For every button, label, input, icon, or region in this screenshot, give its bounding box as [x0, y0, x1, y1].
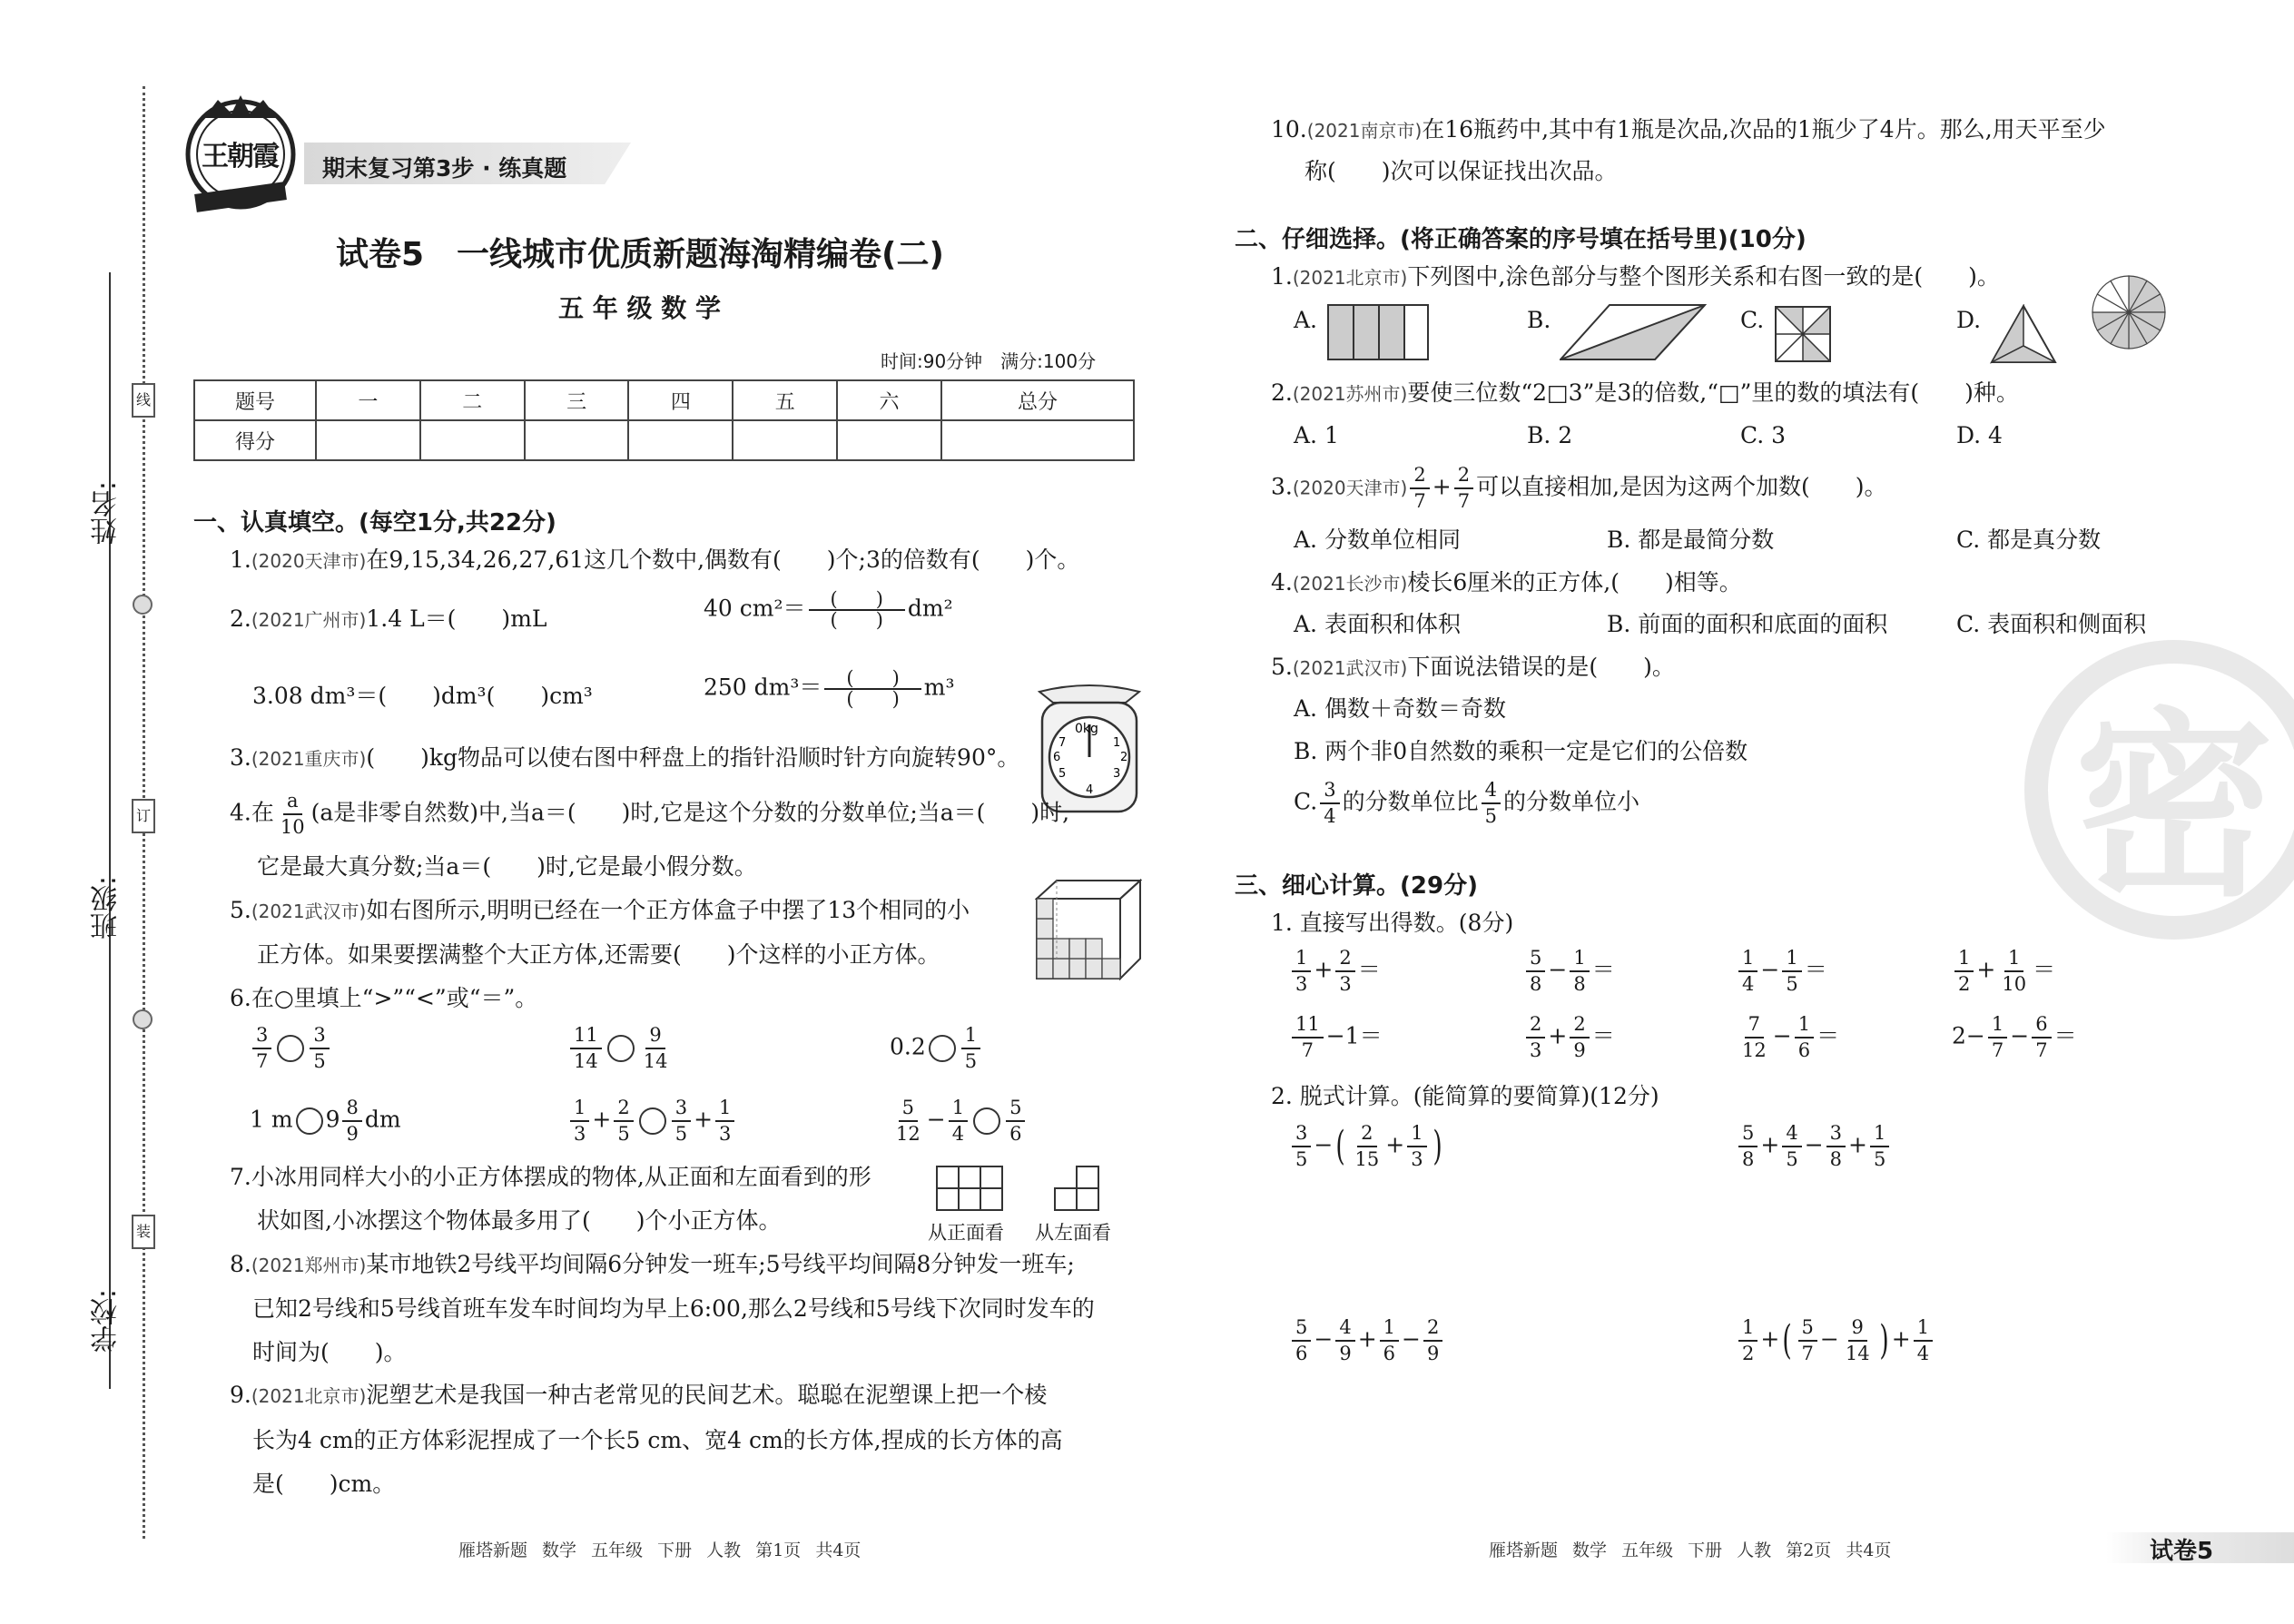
option-2-1-b-figure	[1560, 304, 1707, 364]
section3-part1: 1. 直接写出得数。(8分)	[1271, 910, 1514, 936]
watermark-seal	[2024, 640, 2294, 940]
logo-text: 王朝霞	[202, 141, 278, 172]
calc-1-1: $\frac{1}{3}$ + $\frac{2}{3}$ ＝	[1289, 949, 1381, 994]
svg-text:2: 2	[1120, 751, 1128, 764]
calc-2-2: $\frac{5}{8}$ + $\frac{4}{5}$ − $\frac{3}{8}$ + $\frac{1}{5}$	[1736, 1124, 1892, 1169]
question-1-8: 8.(2021郑州市)某市地铁2号线平均间隔6分钟发一班车;5号线平均间隔8分钟发一班车;	[230, 1251, 1075, 1277]
time-info: 时间:90分钟 满分:100分	[881, 350, 1097, 372]
left-view-figure	[1053, 1165, 1104, 1217]
svg-text:5: 5	[1058, 767, 1067, 781]
shaded-rect-icon	[1327, 304, 1429, 360]
seal-char-2: 订	[132, 799, 155, 833]
svg-text:7: 7	[1058, 736, 1067, 750]
seal-char-3: 装	[132, 1215, 155, 1249]
compare-item-a: $\frac{3}{7}$ $\frac{3}{5}$	[250, 1026, 332, 1071]
label-class: 班级:	[91, 876, 123, 940]
compare-item-f: $\frac{5}{12}$ − $\frac{1}{4}$ $\frac{5}{6}$	[890, 1098, 1028, 1144]
question-1-9: 9.(2021北京市)泥塑艺术是我国一种古老常见的民间艺术。聪聪在泥塑课上把一个棱	[230, 1382, 1048, 1408]
score-input-cell[interactable]	[316, 420, 420, 460]
score-input-cell[interactable]	[941, 420, 1134, 460]
calc-1-5: $\frac{11}{7}$ −1＝	[1289, 1015, 1383, 1060]
logo-emblem	[182, 95, 300, 213]
question-1-6: 6.在○里填上“>”“<”或“＝”。	[230, 985, 538, 1011]
score-input-cell[interactable]	[420, 420, 525, 460]
page-subtitle: 五 年 级 数 学	[558, 293, 721, 323]
calc-1-2: $\frac{5}{8}$ − $\frac{1}{8}$ ＝	[1523, 949, 1615, 994]
option-2-5-a[interactable]: A. 偶数＋奇数＝奇数	[1294, 695, 1506, 722]
question-2-1: 1.(2021北京市)下列图中,涂色部分与整个图形关系和右图一致的是( )。	[1271, 263, 2000, 290]
option-2-3-a[interactable]: A. 分数单位相同	[1294, 527, 1461, 553]
question-1-2b: 40 cm²＝ $\frac{( )}{( )}$ dm²	[704, 588, 953, 631]
option-2-2-c[interactable]: C. 3	[1740, 422, 1787, 448]
option-2-1-a-label[interactable]: A.	[1294, 307, 1318, 333]
calc-1-7: $\frac{7}{12}$ − $\frac{1}{6}$ ＝	[1742, 1013, 1840, 1061]
question-1-4: 4.在 $\frac{a}{10}$ (a是非零自然数)中,当a＝( )时,它是这个分数的分数单位;当a＝( )时,	[230, 790, 1070, 838]
compare-circle-input[interactable]	[296, 1107, 323, 1135]
label-school: 学校:	[91, 1289, 123, 1353]
option-2-1-a-figure	[1327, 304, 1429, 364]
compare-item-e: $\frac{1}{3}$ + $\frac{2}{5}$ $\frac{3}{5}$ + $\frac{1}{3}$	[567, 1098, 737, 1144]
section1-title: 一、认真填空。(每空1分,共22分)	[193, 509, 556, 536]
compare-circle-input[interactable]	[277, 1035, 304, 1062]
section3-part2: 2. 脱式计算。(能简算的要简算)(12分)	[1271, 1083, 1659, 1109]
question-2-2: 2.(2021苏州市)要使三位数“2□3”是3的倍数,“□”里的数的填法有( )种。	[1271, 379, 2019, 406]
compare-item-d: 1 m 9 $\frac{8}{9}$ dm	[250, 1097, 401, 1145]
binding-hole-icon	[133, 595, 153, 615]
left-view-label: 从左面看	[1035, 1222, 1111, 1244]
shaded-square-icon	[1775, 306, 1831, 362]
front-view-label: 从正面看	[928, 1222, 1004, 1244]
calc-1-3: $\frac{1}{4}$ − $\frac{1}{5}$ ＝	[1736, 949, 1827, 994]
footer-left: 雁塔新题 数学 五年级 下册 人教 第1页 共4页	[458, 1540, 861, 1560]
reference-circle-figure	[2091, 274, 2167, 354]
question-1-8b: 已知2号线和5号线首班车发车时间均为早上6:00,那么2号线和5号线下次同时发车的	[252, 1295, 1095, 1322]
score-cell: 总分	[941, 380, 1134, 420]
binding-hole-icon	[133, 1009, 153, 1029]
option-2-4-b[interactable]: B. 前面的面积和底面的面积	[1607, 611, 1888, 637]
option-2-3-c[interactable]: C. 都是真分数	[1956, 527, 2102, 553]
question-1-3: 3.(2021重庆市)( )kg物品可以使右图中秤盘上的指针沿顺时针方向旋转90°。	[230, 744, 1020, 771]
label-name: 姓名:	[91, 481, 123, 546]
front-view-icon	[935, 1165, 1008, 1214]
shaded-triangle-icon	[1990, 304, 2057, 364]
option-2-1-b-label[interactable]: B.	[1527, 307, 1551, 333]
calc-1-6: $\frac{2}{3}$ + $\frac{2}{9}$ ＝	[1523, 1015, 1615, 1060]
page-title: 试卷5 一线城市优质新题海淘精编卷(二)	[336, 236, 944, 273]
option-2-2-d[interactable]: D. 4	[1956, 422, 2003, 448]
calc-2-3: $\frac{5}{6}$ − $\frac{4}{9}$ + $\frac{1}{6}$ − $\frac{2}{9}$	[1289, 1318, 1445, 1363]
question-1-10b: 称( )次可以保证找出次品。	[1305, 158, 1618, 184]
question-1-2c: 3.08 dm³＝( )dm³( )cm³	[252, 683, 593, 709]
cube-box-icon	[1035, 879, 1142, 980]
seal-char-1: 线	[132, 383, 155, 418]
score-cell: 五	[733, 380, 837, 420]
score-cell: 得分	[194, 420, 316, 460]
question-1-10: 10.(2021南京市)在16瓶药中,其中有1瓶是次品,次品的1瓶少了4片。那么,用天平至少	[1271, 116, 2106, 143]
svg-text:1: 1	[1113, 736, 1121, 750]
question-2-5: 5.(2021武汉市)下面说法错误的是( )。	[1271, 654, 1675, 680]
option-2-1-c-label[interactable]: C.	[1740, 307, 1765, 333]
score-input-cell[interactable]	[525, 420, 629, 460]
footer-corner-label: 试卷5	[2150, 1538, 2214, 1565]
score-table-score-row	[194, 420, 1134, 460]
option-2-5-b[interactable]: B. 两个非0自然数的乘积一定是它们的公倍数	[1294, 738, 1748, 764]
svg-text:0kg: 0kg	[1075, 722, 1098, 736]
score-cell: 一	[316, 380, 420, 420]
section2-title: 二、仔细选择。(将正确答案的序号填在括号里)(10分)	[1235, 226, 1807, 253]
section3-title: 三、细心计算。(29分)	[1235, 872, 1478, 900]
score-input-cell[interactable]	[628, 420, 733, 460]
question-1-9c: 是( )cm。	[252, 1471, 396, 1497]
calc-2-4: $\frac{1}{2}$ +( $\frac{5}{7}$ − $\frac{9}{14}$ ) + $\frac{1}{4}$	[1736, 1318, 1935, 1363]
score-cell: 四	[628, 380, 733, 420]
score-table-header-row	[194, 380, 1134, 420]
shaded-parallelogram-icon	[1560, 304, 1707, 360]
svg-text:6: 6	[1053, 751, 1061, 764]
question-2-4: 4.(2021长沙市)棱长6厘米的正方体,( )相等。	[1271, 569, 1742, 595]
question-1-4b: 它是最大真分数;当a＝( )时,它是最小假分数。	[257, 853, 757, 880]
score-cell: 二	[420, 380, 525, 420]
option-2-4-c[interactable]: C. 表面积和侧面积	[1956, 611, 2147, 637]
question-2-3: 3.(2020天津市) $\frac{2}{7}$ + $\frac{2}{7}$ 可以直接相加,是因为这两个加数( )。	[1271, 464, 1887, 512]
question-1-1: 1.(2020天津市)在9,15,34,26,27,61这几个数中,偶数有( )个;3的倍数有( )个。	[230, 546, 1080, 573]
score-cell: 题号	[194, 380, 316, 420]
option-2-1-d-label[interactable]: D.	[1956, 307, 1982, 333]
score-table	[193, 379, 1135, 461]
svg-text:3: 3	[1113, 767, 1121, 781]
question-1-2d: 250 dm³＝ $\frac{( )}{( )}$ m³	[704, 667, 955, 710]
option-2-4-a[interactable]: A. 表面积和体积	[1294, 611, 1461, 637]
compare-circle-input[interactable]	[929, 1035, 956, 1062]
cube-box-figure	[1035, 879, 1142, 980]
score-cell: 三	[525, 380, 629, 420]
question-1-7: 7.小冰用同样大小的小正方体摆成的物体,从正面和左面看到的形	[230, 1164, 871, 1190]
sidebar-fill-line	[109, 272, 111, 1389]
left-view-icon	[1053, 1165, 1104, 1214]
question-1-5: 5.(2021武汉市)如右图所示,明明已经在一个正方体盒子中摆了13个相同的小	[230, 897, 970, 923]
compare-item-b: $\frac{11}{14}$ $\frac{9}{14}$	[567, 1026, 674, 1071]
compare-circle-input[interactable]	[973, 1107, 1000, 1135]
calc-1-4: $\frac{1}{2}$ + $\frac{1}{10}$ ＝	[1952, 949, 2055, 994]
compare-item-c: 0.2 $\frac{1}{5}$	[890, 1026, 983, 1071]
compare-circle-input[interactable]	[639, 1107, 666, 1135]
watermark-char: 密	[2073, 691, 2274, 923]
score-cell: 六	[837, 380, 941, 420]
shaded-circle-icon	[2091, 274, 2167, 350]
question-1-2: 2.(2021广州市)1.4 L＝( )mL	[230, 605, 547, 632]
option-2-2-b[interactable]: B. 2	[1527, 422, 1573, 448]
front-view-figure	[935, 1165, 1008, 1217]
score-input-cell[interactable]	[837, 420, 941, 460]
badge-text: 期末复习第3步 · 练真题	[322, 155, 567, 182]
score-input-cell[interactable]	[733, 420, 837, 460]
question-1-9b: 长为4 cm的正方体彩泥捏成了一个长5 cm、宽4 cm的长方体,捏成的长方体的高	[252, 1427, 1063, 1453]
question-1-7b: 状如图,小冰摆这个物体最多用了( )个小正方体。	[257, 1207, 782, 1234]
calc-2-1: $\frac{3}{5}$ −( $\frac{2}{15}$ + $\frac{1}{3}$ )	[1289, 1124, 1445, 1169]
svg-text:4: 4	[1086, 783, 1094, 797]
option-2-3-b[interactable]: B. 都是最简分数	[1607, 527, 1775, 553]
option-2-5-c[interactable]: C. $\frac{3}{4}$ 的分数单位比 $\frac{4}{5}$ 的分数单位小	[1294, 779, 1639, 827]
question-1-8c: 时间为( )。	[252, 1339, 407, 1365]
option-2-1-c-figure	[1775, 306, 1831, 366]
calc-1-8: 2− $\frac{1}{7}$ − $\frac{6}{7}$ ＝	[1952, 1013, 2077, 1061]
footer-right: 雁塔新题 数学 五年级 下册 人教 第2页 共4页	[1489, 1540, 1892, 1560]
option-2-1-d-figure	[1990, 304, 2057, 368]
option-2-2-a[interactable]: A. 1	[1294, 422, 1339, 448]
question-1-5b: 正方体。如果要摆满整个大正方体,还需要( )个这样的小正方体。	[257, 941, 940, 968]
compare-circle-input[interactable]	[607, 1035, 635, 1062]
